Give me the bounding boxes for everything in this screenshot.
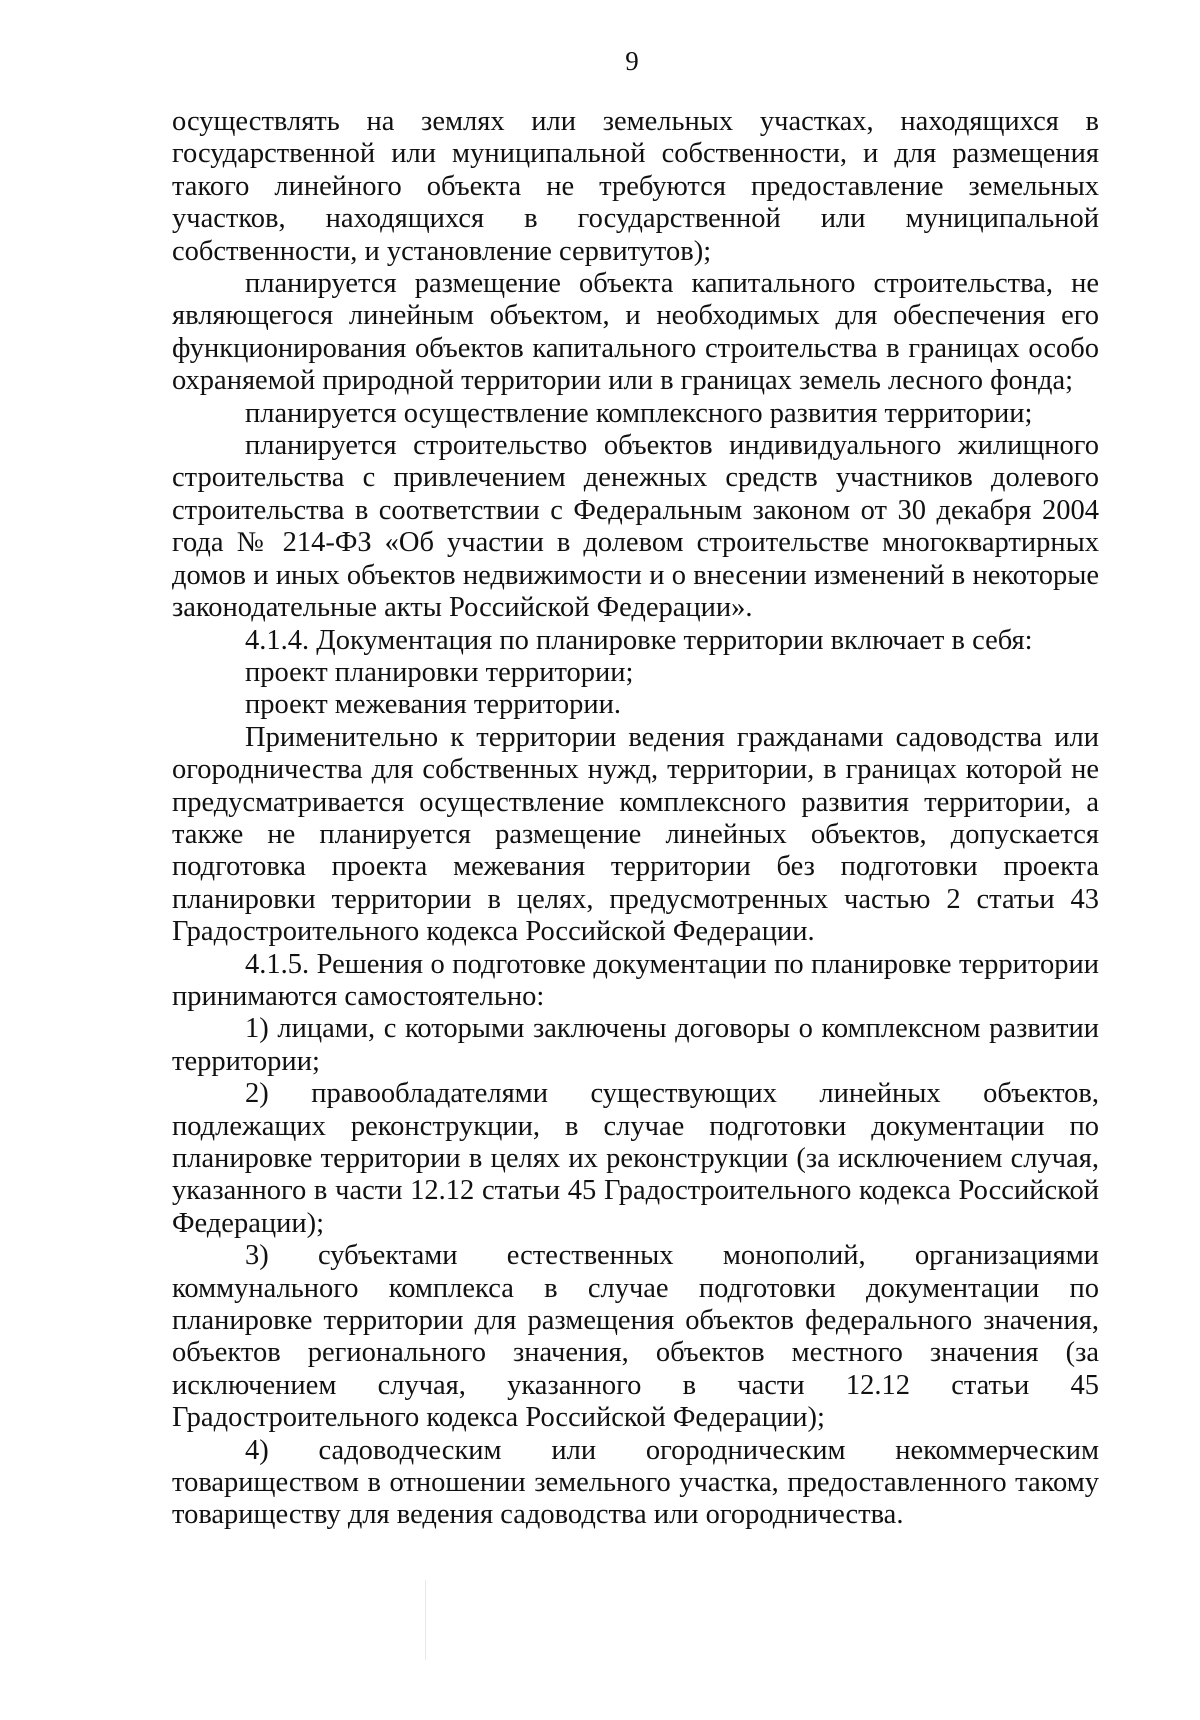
- page-number: 9: [625, 46, 639, 76]
- paragraph: осуществлять на землях или земельных участках, находящихся в государственной или муниципальной собственности, и для размещения такого линейного объекта не требуются предоставление земельных участков, находящихся в государственной или муниципальной собственности, и установление сервитутов);: [172, 106, 1099, 267]
- paragraph: планируется строительство объектов индивидуального жилищного строительства с привлечением денежных средств участников долевого строительства в соответствии с Федеральным законом от 30 декабря 2004 года № 214-ФЗ «Об участии в долевом строительстве многоквартирных домов и иных объектов недвижимости и о внесении изменений в некоторые законодательные акты Российской Федерации».: [172, 430, 1099, 624]
- list-item: проект планировки территории;: [245, 656, 634, 688]
- list-item: 3) субъектами естественных монополий, организациями коммунального комплекса в случае подготовки документации по планировке территории для размещения объектов федерального значения, объектов регионального значения, объектов местного значения (за исключением случая, указанного в части 12.12 статьи 45 Градостроительного кодекса Российской Федерации);: [172, 1240, 1099, 1434]
- list-item: 1) лицами, с которыми заключены договоры о комплексном развитии территории;: [172, 1013, 1099, 1077]
- section-heading-4-1-4: 4.1.4. Документация по планировке территории включает в себя:: [245, 624, 1033, 656]
- list-item: проект межевания территории.: [245, 689, 621, 721]
- list-item: 4) садоводческим или огородническим некоммерческим товариществом в отношении земельного участка, предоставленного такому товариществу для ведения садоводства или огородничества.: [172, 1434, 1099, 1531]
- section-heading-4-1-5: 4.1.5. Решения о подготовке документации по планировке территории принимаются самостоятельно:: [172, 948, 1099, 1012]
- list-item: 2) правообладателями существующих линейных объектов, подлежащих реконструкции, в случае подготовки документации по планировке территории в целях их реконструкции (за исключением случая, указанного в части 12.12 статьи 45 Градостроительного кодекса Российской Федерации);: [172, 1078, 1099, 1239]
- paragraph: Применительно к территории ведения гражданами садоводства или огородничества для собственных нужд, территории, в границах которой не предусматривается осуществление комплексного развития территории, а также не планируется размещение линейных объектов, допускается подготовка проекта межевания территории без подготовки проекта планировки территории в целях, предусмотренных частью 2 статьи 43 Градостроительного кодекса Российской Федерации.: [172, 721, 1099, 948]
- paragraph: планируется осуществление комплексного развития территории;: [245, 397, 1033, 429]
- document-body: [172, 106, 1099, 1532]
- paragraph: планируется размещение объекта капитального строительства, не являющегося линейным объектом, и необходимых для обеспечения его функционирования объектов капитального строительства в границах особо охраняемой природной территории или в границах земель лесного фонда;: [172, 268, 1099, 397]
- scan-artifact-line: [425, 1580, 426, 1660]
